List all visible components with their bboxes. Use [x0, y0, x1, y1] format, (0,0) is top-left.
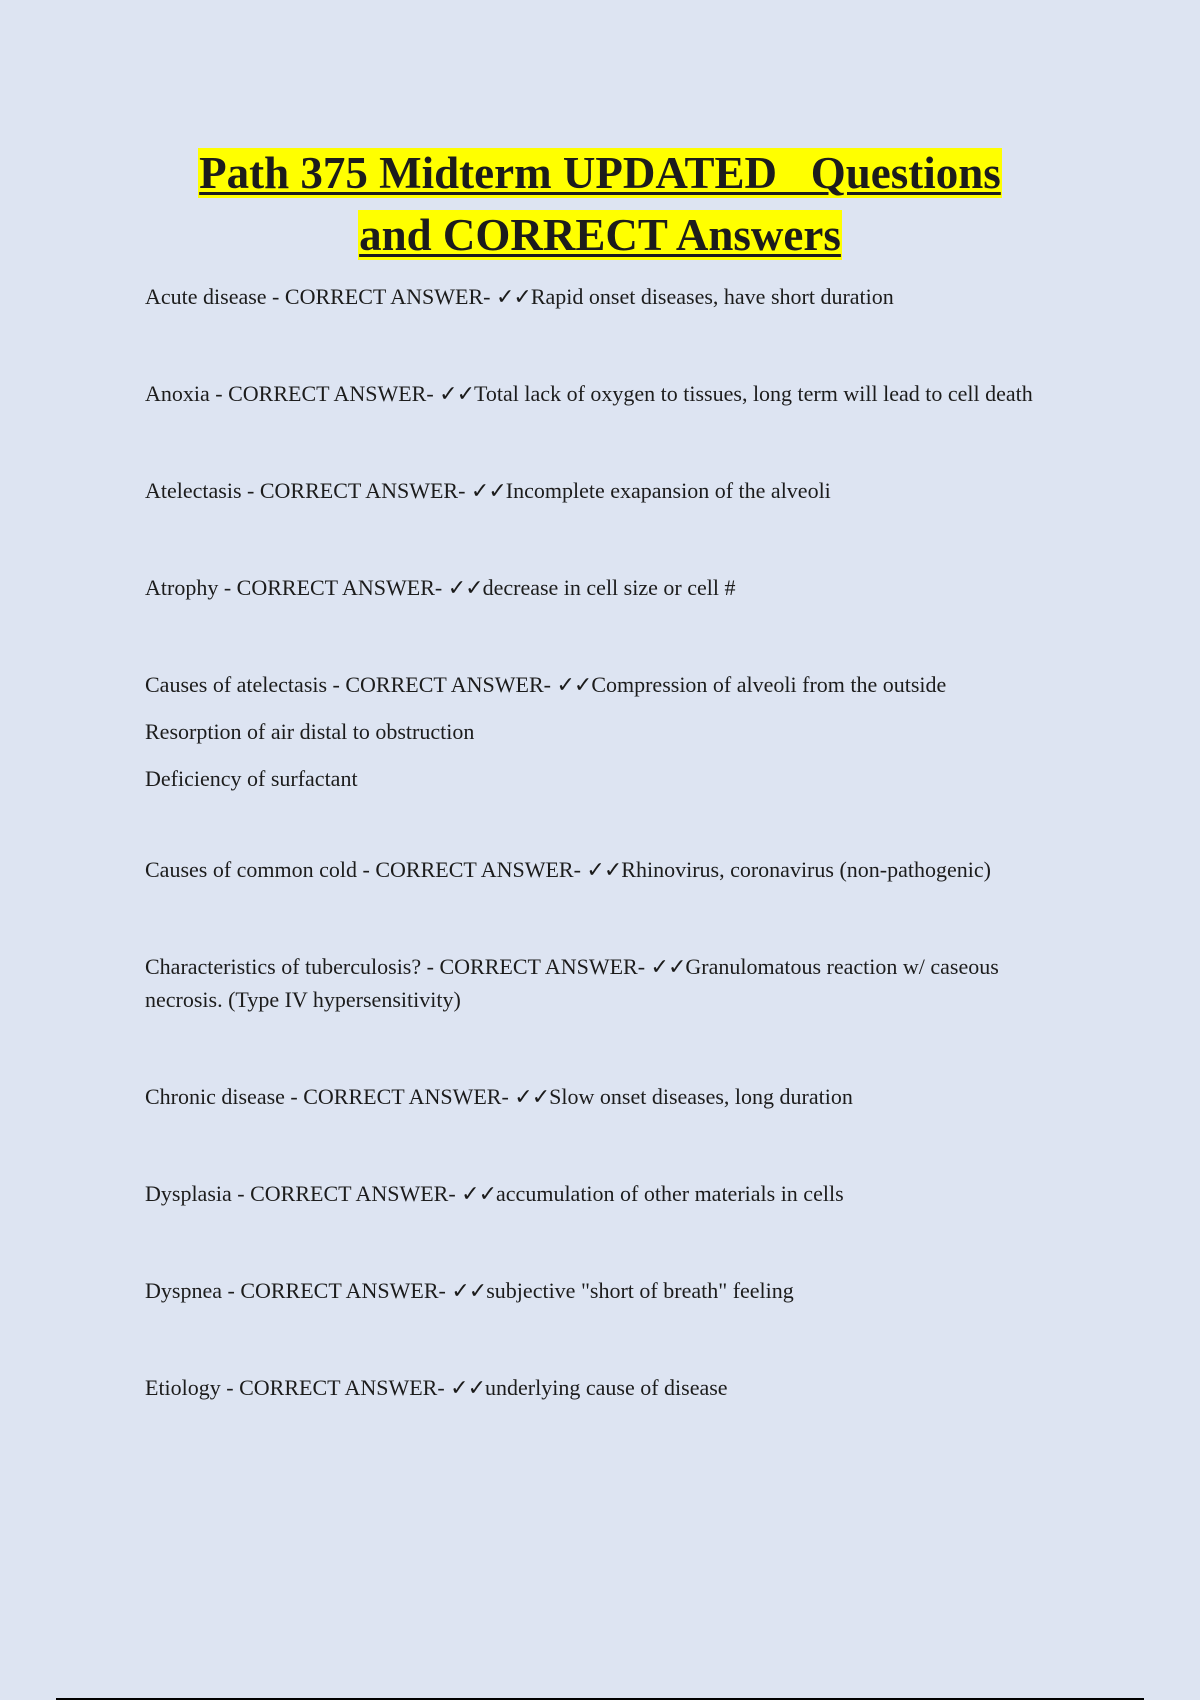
answer-marker: CORRECT ANSWER-	[228, 381, 440, 406]
entry-answer: subjective "short of breath" feeling	[486, 1278, 794, 1303]
qa-entry-atelectasis	[145, 474, 1045, 507]
entry-term: Characteristics of tuberculosis? -	[145, 954, 440, 979]
entry-answer: Incomplete exapansion of the alveoli	[505, 478, 831, 503]
qa-entry-causes-of-atelectasis	[145, 668, 1045, 795]
answer-marker: CORRECT ANSWER-	[345, 672, 557, 697]
double-check-icon: ✓✓	[556, 672, 592, 697]
double-check-icon: ✓✓	[470, 478, 506, 503]
answer-marker: CORRECT ANSWER-	[250, 1181, 462, 1206]
double-check-icon: ✓✓	[439, 381, 475, 406]
entry-extra-line: Resorption of air distal to obstruction	[145, 719, 475, 744]
answer-marker: CORRECT ANSWER-	[240, 1278, 452, 1303]
qa-entry-dyspnea	[145, 1274, 1045, 1307]
entry-answer: accumulation of other materials in cells	[496, 1181, 844, 1206]
qa-entry-chronic-disease	[145, 1080, 1045, 1113]
double-check-icon: ✓✓	[447, 575, 483, 600]
answer-marker: CORRECT ANSWER-	[259, 478, 471, 503]
answer-marker: CORRECT ANSWER-	[239, 1375, 451, 1400]
answer-marker: CORRECT ANSWER-	[375, 857, 587, 882]
double-check-icon: ✓✓	[495, 284, 531, 309]
entry-answer: Rhinovirus, coronavirus (non-pathogenic)	[621, 857, 991, 882]
entry-answer: Compression of alveoli from the outside	[591, 672, 947, 697]
double-check-icon: ✓✓	[650, 954, 686, 979]
qa-entry-causes-of-common-cold	[145, 853, 1045, 886]
double-check-icon: ✓✓	[451, 1278, 487, 1303]
qa-entry-dysplasia	[145, 1177, 1045, 1210]
double-check-icon: ✓✓	[461, 1181, 497, 1206]
entry-answer: Total lack of oxygen to tissues, long term will lead to cell death	[474, 381, 1033, 406]
entry-term: Dysplasia -	[145, 1181, 251, 1206]
entry-term: Atelectasis -	[145, 478, 260, 503]
answer-marker: CORRECT ANSWER-	[236, 575, 448, 600]
title-line-1: Path 375 Midterm UPDATED Questions	[199, 148, 1001, 198]
entry-term: Anoxia -	[145, 381, 229, 406]
entry-term: Dyspnea -	[145, 1278, 241, 1303]
qa-entry-etiology	[145, 1371, 1045, 1404]
qa-entry-anoxia	[145, 377, 1045, 410]
answer-marker: CORRECT ANSWER-	[439, 954, 651, 979]
qa-list	[145, 280, 1045, 1468]
entry-answer: Slow onset diseases, long duration	[549, 1084, 853, 1109]
entry-extra-line: Deficiency of surfactant	[145, 766, 358, 791]
entry-term: Atrophy -	[145, 575, 237, 600]
entry-answer: underlying cause of disease	[485, 1375, 728, 1400]
entry-term: Causes of common cold -	[145, 857, 376, 882]
qa-entry-characteristics-of-tuberculosis	[145, 950, 1045, 1016]
answer-marker: CORRECT ANSWER-	[284, 284, 496, 309]
entry-term: Etiology -	[145, 1375, 240, 1400]
qa-entry-atrophy	[145, 571, 1045, 604]
double-check-icon: ✓✓	[586, 857, 622, 882]
double-check-icon: ✓✓	[514, 1084, 550, 1109]
document-title	[100, 142, 1100, 266]
qa-entry-acute-disease	[145, 280, 1045, 313]
double-check-icon: ✓✓	[450, 1375, 486, 1400]
entry-answer: Rapid onset diseases, have short duration	[530, 284, 894, 309]
entry-answer: decrease in cell size or cell #	[482, 575, 736, 600]
entry-answer: Granulomatous reaction w/ caseous necrosis. (Type IV hypersensitivity)	[145, 954, 999, 1012]
answer-marker: CORRECT ANSWER-	[303, 1084, 515, 1109]
entry-term: Chronic disease -	[145, 1084, 304, 1109]
title-line-2: and CORRECT Answers	[359, 210, 841, 260]
entry-term: Causes of atelectasis -	[145, 672, 346, 697]
entry-term: Acute disease -	[145, 284, 285, 309]
